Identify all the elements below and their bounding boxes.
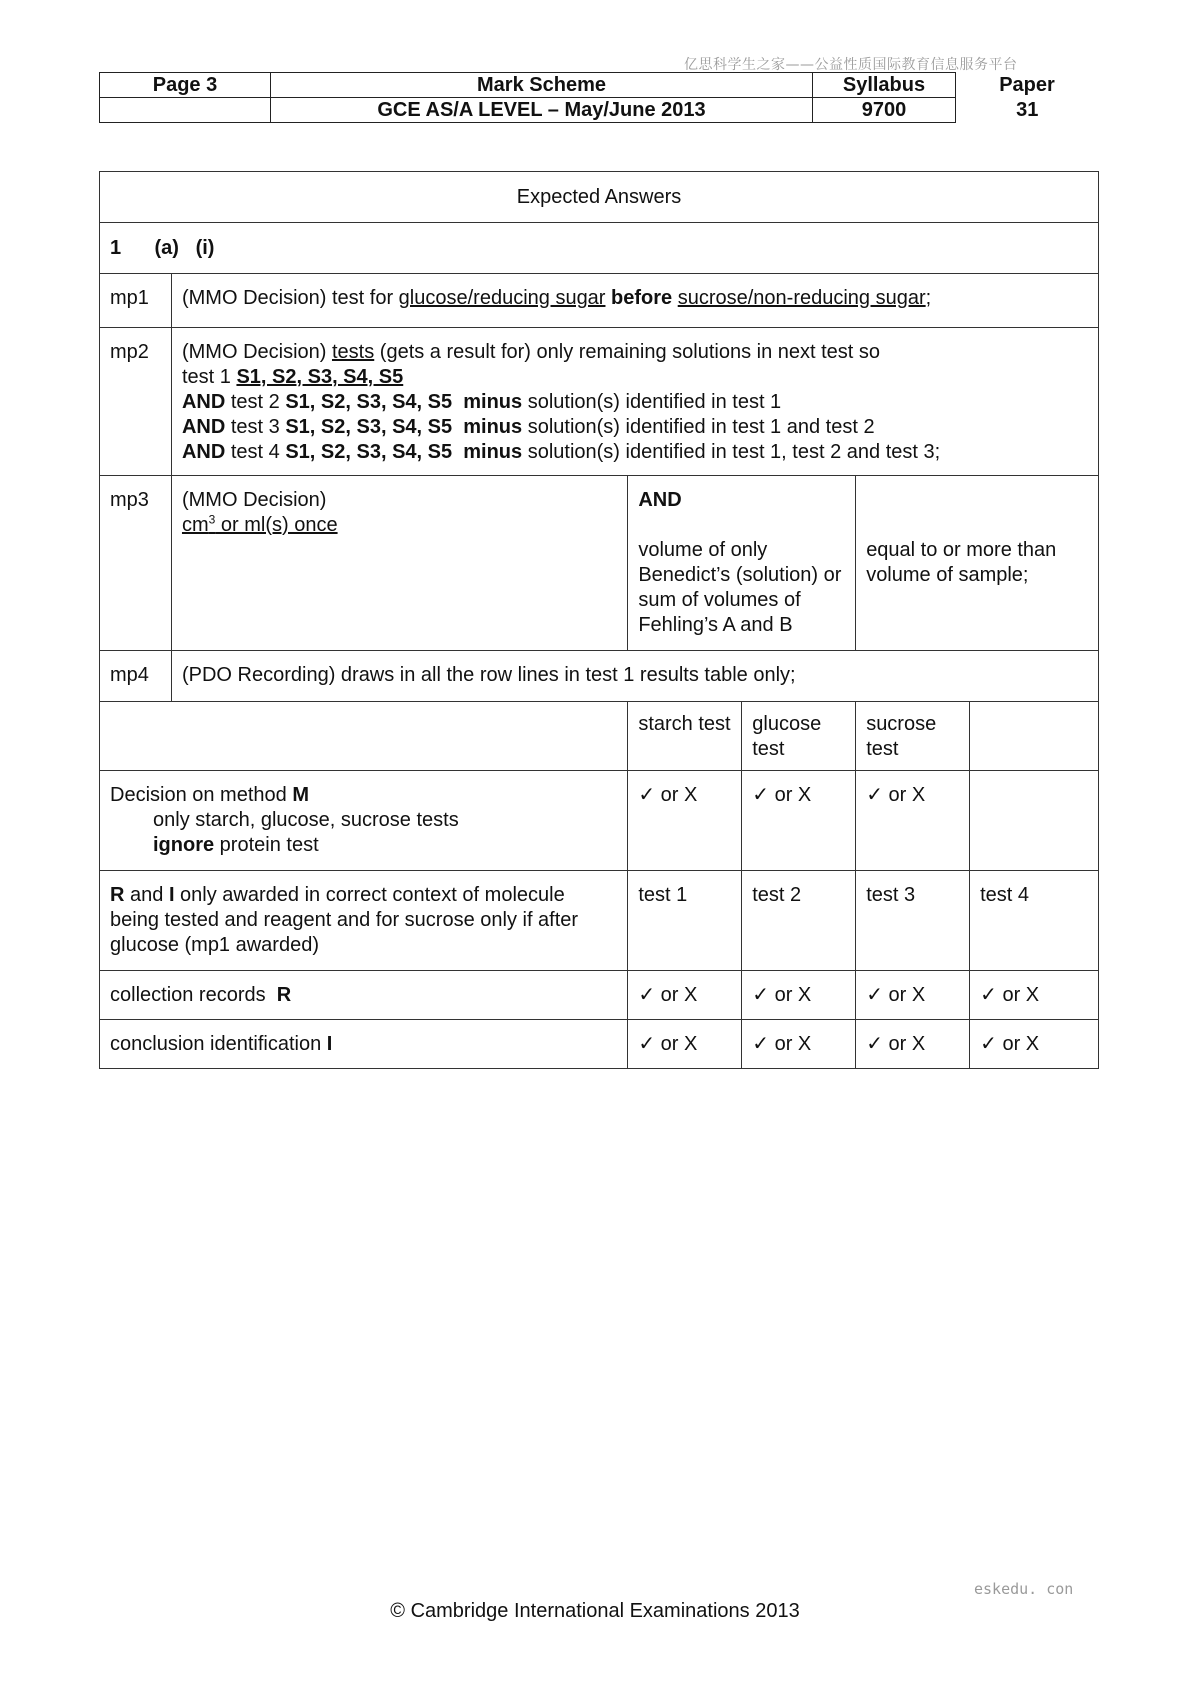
decision-mark-sucrose: ✓ or X	[856, 771, 970, 871]
col-glucose: glucose test	[742, 702, 856, 771]
collection-mark-2: ✓ or X	[742, 971, 856, 1020]
question-number: 1 (a) (i)	[100, 223, 1099, 274]
ri-test-4: test 4	[970, 871, 1099, 971]
conclusion-mark-3: ✓ or X	[856, 1020, 970, 1069]
mp1-text: (MMO Decision) test for glucose/reducing sugar before sucrose/non-reducing sugar;	[171, 274, 1098, 328]
header-paper-label: Paper	[999, 74, 1055, 96]
header-paper: 31	[1016, 99, 1039, 121]
ri-text: R and I only awarded in correct context of molecule being tested and reagent and for sucrose only if after glucose (mp1 awarded)	[100, 871, 628, 971]
mp1-label: mp1	[100, 274, 172, 328]
empty-header-cell	[100, 702, 628, 771]
header-exam: GCE AS/A LEVEL – May/June 2013	[271, 98, 813, 123]
mp3-row	[100, 476, 1099, 651]
ri-test-3: test 3	[856, 871, 970, 971]
mp2-label: mp2	[100, 328, 172, 476]
header-table	[99, 72, 1099, 123]
column-header-row	[100, 702, 1099, 771]
collection-text: collection records R	[100, 971, 628, 1020]
ri-test-2: test 2	[742, 871, 856, 971]
ri-test-1: test 1	[628, 871, 742, 971]
decision-mark-starch: ✓ or X	[628, 771, 742, 871]
collection-mark-3: ✓ or X	[856, 971, 970, 1020]
decision-mark-glucose: ✓ or X	[742, 771, 856, 871]
mp4-text: (PDO Recording) draws in all the row lines in test 1 results table only;	[171, 651, 1098, 702]
page-footer: © Cambridge International Examinations 2013	[390, 1600, 800, 1622]
collection-row	[100, 971, 1099, 1020]
conclusion-mark-1: ✓ or X	[628, 1020, 742, 1069]
header-syllabus: 9700	[813, 98, 956, 123]
mp4-row	[100, 651, 1099, 702]
ri-row	[100, 871, 1099, 971]
mp2-text: (MMO Decision) tests (gets a result for) only remaining solutions in next test so test 1 S1, S2, S3, S4, S5 AND test 2 S1, S2, S3, S4, S5 minus solution(s) identified in test 1 AND test 3 S1, S2, S3, S4, S5 minus solution(s) identified in test 1 and test 2 AND test 4 S1, S2, S3, S4, S5 minus solution(s) identified in test 1, test 2 and test 3;	[171, 328, 1098, 476]
decision-row	[100, 771, 1099, 871]
header-syllabus-label: Syllabus	[813, 73, 956, 98]
conclusion-text: conclusion identification I	[100, 1020, 628, 1069]
collection-mark-4: ✓ or X	[970, 971, 1099, 1020]
col-empty	[970, 702, 1099, 771]
mp2-row	[100, 328, 1099, 476]
conclusion-mark-2: ✓ or X	[742, 1020, 856, 1069]
mp3-col1: (MMO Decision) $cm^3$ or ml(s) once	[171, 476, 627, 651]
col-sucrose: sucrose test	[856, 702, 970, 771]
decision-text: Decision on method M only starch, glucose, sucrose tests ignore protein test	[100, 771, 628, 871]
watermark-bottom: eskedu. con	[974, 1580, 1074, 1598]
header-empty-cell	[100, 98, 271, 123]
header-page: Page 3	[100, 73, 271, 98]
conclusion-row	[100, 1020, 1099, 1069]
conclusion-mark-4: ✓ or X	[970, 1020, 1099, 1069]
mp3-col3: equal to or more than volume of sample;	[856, 476, 1099, 651]
collection-mark-1: ✓ or X	[628, 971, 742, 1020]
mp3-label: mp3	[100, 476, 172, 651]
mp1-row	[100, 274, 1099, 328]
header-doc: Mark Scheme	[271, 73, 813, 98]
col-starch: starch test	[628, 702, 742, 771]
watermark-top: 亿思科学生之家——公益性质国际教育信息服务平台	[684, 57, 1018, 73]
decision-mark-empty	[970, 771, 1099, 871]
mp4-label: mp4	[100, 651, 172, 702]
table-title: Expected Answers	[100, 172, 1099, 223]
mp3-col2: AND volume of only Benedict’s (solution) or sum of volumes of Fehling’s A and B	[628, 476, 856, 651]
mark-scheme-table	[99, 171, 1099, 1069]
